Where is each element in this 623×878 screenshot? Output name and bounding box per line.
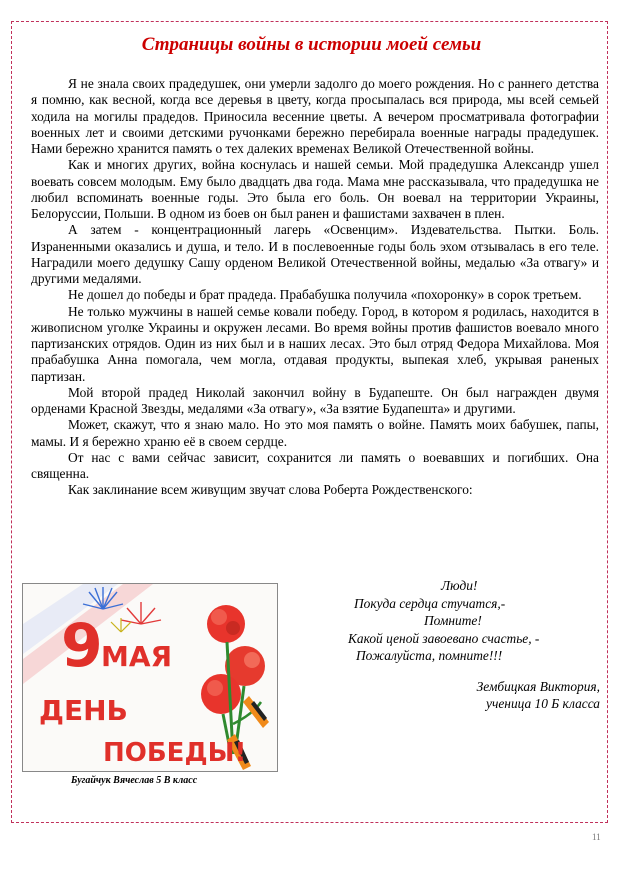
paragraph: Может, скажут, что я знаю мало. Но это моя память о войне. Память моих бабушек, папы, мамы. И я бережно храню её в своем сердце. (31, 417, 599, 449)
paragraph: Не только мужчины в нашей семье ковали победу. Город, в котором я родилась, находится в живописном уголке Украины и окружен лесами. Во время войны против фашистов воевало много партизанских отрядов. Один из них был и в наших лесах. Это был отряд Федора Михайлова. Моя прабабушка Анна помогала, чем могла, отдавая продукты, выпекая хлеб, укрывая раненых партизан. (31, 303, 599, 384)
poem-line: Люди! (441, 578, 478, 593)
paragraph: Как и многих других, война коснулась и нашей семьи. Мой прадедушка Александр ушел воевать совсем молодым. Ему было двадцать два года. Мама мне рассказывала, что прадедушка не любил вспоминать военные годы. Это была его боль. Он воевал на территории Украины, Белоруссии, Польши. В одном из боев он был ранен и фашистами захвачен в плен. (31, 157, 599, 221)
poem-line: Какой ценой завоевано счастье, - (348, 630, 540, 646)
paragraph: А затем - концентрационный лагерь «Освенцим». Издевательства. Пытки. Боль. Израненными оказались и душа, и тело. И в послевоенные годы боль эхом отзывалась в его теле. Наградили моего дедушку Сашу орденом Великой Отечественной войны, медалью «За отвагу» и другими медалями. (31, 222, 599, 286)
drawing-month: МАЯ (101, 640, 173, 673)
drawing-caption: Бугайчук Вячеслав 5 В класс (71, 775, 198, 786)
poem-line: Пожалуйста, помните!!! (356, 648, 503, 663)
page-title: Страницы войны в истории моей семьи (141, 34, 482, 55)
author-role: ученица 10 Б класса (486, 696, 600, 711)
drawing-number: 9 (61, 611, 103, 681)
page-number: 11 (592, 832, 601, 842)
author-signature (420, 678, 600, 712)
article-body (31, 76, 599, 499)
paragraph: Мой второй прадед Николай закончил войну в Будапеште. Он был награжден двумя орденами Красной Звезды, медалями «За отвагу», «За взятие Будапешта» и другими. (31, 384, 599, 416)
drawing-day: ДЕНЬ (39, 694, 128, 727)
paragraph: Я не знала своих прадедушек, они умерли задолго до моего рождения. Но с раннего детства я помню, как весной, когда все деревья в цвету, когда просыпалась вся природа, мы всей семьей ходила на могилы прадедов. Приносила весенние цветы. А вечером просматривала фотографии военных лет и своими детскими ручонками бережно перебирала военные награды прадедушек. Нами бережно хранится память о тех далеких временах Великой Отечественной войны. (31, 76, 599, 156)
victory-day-drawing (22, 583, 278, 772)
paragraph: Не дошел до победы и брат прадеда. Прабабушка получила «похоронку» в сорок третьем. (68, 287, 582, 303)
poem (330, 577, 570, 665)
poem-line: Покуда сердца стучатся,- (354, 595, 506, 611)
drawing-victory: ПОБЕДЫ! (103, 738, 247, 768)
author-name: Зембицкая Виктория, (476, 679, 600, 694)
poem-line: Помните! (424, 613, 482, 628)
paragraph: От нас с вами сейчас зависит, сохранится ли память о воевавших и погибших. Она священна. (31, 449, 599, 481)
paragraph: Как заклинание всем живущим звучат слова Роберта Рождественского: (68, 482, 473, 498)
